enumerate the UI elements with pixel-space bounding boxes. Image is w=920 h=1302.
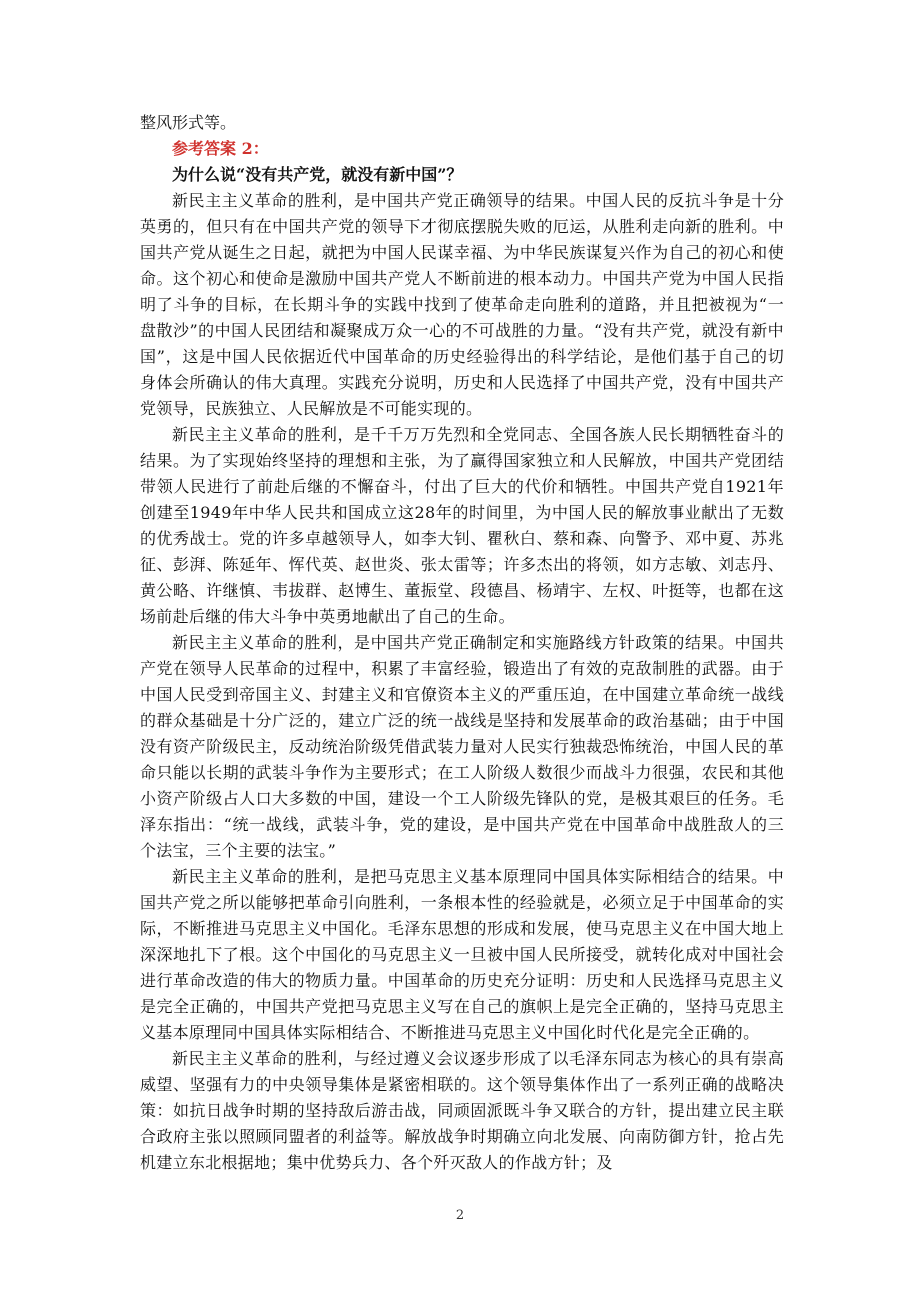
document-page xyxy=(140,110,784,1176)
paragraph: 新民主主义革命的胜利，是千千万万先烈和全党同志、全国各族人民长期牺牲奋斗的结果。为了实现始终坚持的理想和主张，为了赢得国家独立和人民解放，中国共产党团结带领人民进行了前赴后继的不懈奋斗，付出了巨大的代价和牺牲。中国共产党自1921年创建至1949年中华人民共和国成立这28年的时间里，为中国人民的解放事业献出了无数的优秀战士。党的许多卓越领导人，如李大钊、瞿秋白、蔡和森、向警予、邓中夏、苏兆征、彭湃、陈延年、恽代英、赵世炎、张太雷等；许多杰出的将领，如方志敏、刘志丹、黄公略、许继慎、韦拔群、赵博生、董振堂、段德昌、杨靖宇、左权、叶挺等，也都在这场前赴后继的伟大斗争中英勇地献出了自己的生命。 xyxy=(140,425,784,626)
paragraph: 新民主主义革命的胜利，是中国共产党正确制定和实施路线方针政策的结果。中国共产党在领导人民革命的过程中，积累了丰富经验，锻造出了有效的克敌制胜的武器。由于中国人民受到帝国主义、封建主义和官僚资本主义的严重压迫，在中国建立革命统一战线的群众基础是十分广泛的，建立广泛的统一战线是坚持和发展革命的政治基础；由于中国没有资产阶级民主，反动统治阶级凭借武装力量对人民实行独裁恐怖统治，中国人民的革命只能以长期的武装斗争作为主要形式；在工人阶级人数很少而战斗力很强，农民和其他小资产阶级占人口大多数的中国，建设一个工人阶级先锋队的党，是极其艰巨的任务。毛泽东指出：“统一战线，武装斗争，党的建设，是中国共产党在中国革命中战胜敌人的三个法宝，三个主要的法宝。” xyxy=(140,633,784,860)
paragraph: 新民主主义革命的胜利，与经过遵义会议逐步形成了以毛泽东同志为核心的具有崇高威望、坚强有力的中央领导集体是紧密相联的。这个领导集体作出了一系列正确的战略决策：如抗日战争时期的坚持敌后游击战，同顽固派既斗争又联合的方针，提出建立民主联合政府主张以照顾同盟者的利益等。解放战争时期确立向北发展、向南防御方针，抢占先机建立东北根据地；集中优势兵力、各个歼灭敌人的作战方针；及 xyxy=(140,1049,784,1172)
paragraph: 新民主主义革命的胜利，是把马克思主义基本原理同中国具体实际相结合的结果。中国共产党之所以能够把革命引向胜利，一条根本性的经验就是，必须立足于中国革命的实际，不断推进马克思主义中国化。毛泽东思想的形成和发展，使马克思主义在中国大地上深深地扎下了根。这个中国化的马克思主义一旦被中国人民所接受，就转化成对中国社会进行革命改造的伟大的物质力量。中国革命的历史充分证明：历史和人民选择马克思主义是完全正确的，中国共产党把马克思主义写在自己的旗帜上是完全正确的，坚持马克思主义基本原理同中国具体实际相结合、不断推进马克思主义中国化时代化是完全正确的。 xyxy=(140,867,784,1042)
page-number: 2 xyxy=(455,1208,465,1223)
leading-line: 整风形式等。 xyxy=(140,113,237,132)
question-heading: 为什么说“没有共产党，就没有新中国”？ xyxy=(172,165,463,184)
answer-label: 参考答案 2： xyxy=(172,139,269,158)
paragraph: 新民主主义革命的胜利，是中国共产党正确领导的结果。中国人民的反抗斗争是十分英勇的，但只有在中国共产党的领导下才彻底摆脱失败的厄运，从胜利走向新的胜利。中国共产党从诞生之日起，就把为中国人民谋幸福、为中华民族谋复兴作为自己的初心和使命。这个初心和使命是激励中国共产党人不断前进的根本动力。中国共产党为中国人民指明了斗争的目标，在长期斗争的实践中找到了使革命走向胜利的道路，并且把被视为“一盘散沙”的中国人民团结和凝聚成万众一心的不可战胜的力量。“没有共产党，就没有新中国”，这是中国人民依据近代中国革命的历史经验得出的科学结论，是他们基于自己的切身体会所确认的伟大真理。实践充分说明，历史和人民选择了中国共产党，没有中国共产党领导，民族独立、人民解放是不可能实现的。 xyxy=(140,191,784,418)
